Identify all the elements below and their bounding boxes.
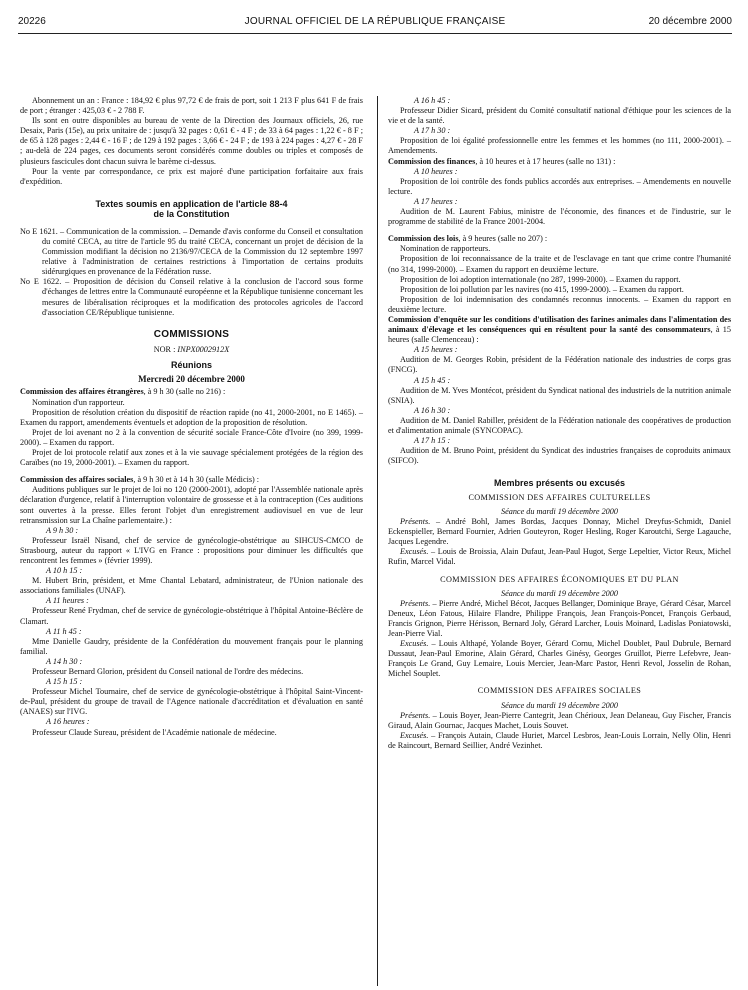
excuses-list: – Louis Althapé, Yolande Boyer, Gérard Cornu, Michel Doublet, Paul Dubrule, Bernard Dussaut, Jean-Paul Emorine, Alain Gérard, Charles Ginésy, Georges Gruillot, Pierre Lefebvre, Jean-François Le Grand, Guy Lemaire, Louis Mercier, Jean-Marc Pastor, Henri Revol, Josselin de Rohan, Michel Souplet. [388,639,731,679]
excuses-line [388,639,731,679]
subscription-mail: Pour la vente par correspondance, ce prix est majoré d'une participation forfaitaire aux frais d'expédition. [20,166,363,186]
schedule-entry: Professeur Didier Sicard, président du Comité consultatif national d'éthique pour les sciences de la vie et de la santé. [388,106,731,126]
column-divider [377,96,378,986]
presents-line [388,517,731,547]
schedule-entry: Professeur Bernard Glorion, président du Conseil national de l'ordre des médecins. [32,667,304,676]
schedule-time: A 15 h 15 : [46,677,83,687]
schedule-entry: Audition de M. Laurent Fabius, ministre de l'économie, des finances et de l'industrie, sur le programme de stabilité de la France 2001-2004. [388,207,731,227]
enquete-heading [388,315,731,345]
seance-date: Séance du mardi 19 décembre 2000 [501,506,618,516]
schedule-time: A 17 heures : [414,196,458,206]
day-heading: Mercredi 20 décembre 2000 [138,374,245,385]
sociales-time: , à 9 h 30 et à 14 h 30 (salle Médicis) : [133,475,260,485]
agenda-item: Proposition de loi indemnisation des condamnés reconnus innocents. – Examen du rapport en deuxième lecture. [388,294,731,314]
subscription-sale: Ils sont en outre disponibles au bureau de vente de la Direction des Journaux officiels, 26, rue Desaix, Paris (15e), au prix unitaire de : jusqu'à 32 pages : 0,61 € - 4 F ; de 33 à 64 pages : 1,22 € - 8 F ; de 65 à 128 pages : 2,44 € - 16 F ; de 129 à 192 pages : 3,66 € - 24 F ; de 193 à 224 pages : 4,27 € - 28 F ; au-delà de 224 pages, ces documents seront considérés comme doubles ou triples et composés de plusieurs fascicules dont chacun suivra le barème ci-dessus. [20,116,363,166]
document-e1621: No E 1621. – Communication de la commission. – Demande d'avis conforme du Conseil et consultation du comité CECA, au titre de l'article 95 du traité CECA, concernant un projet de décision de la Commission modifiant la décision no 2136/97/CECA de la Commission du 12 septembre 1997 relative à l'administration de certaines restrictions à l'importation de certains produits sidérurgiques en provenance de la Fédération russe. [20,226,363,277]
nor-code: INPX0002912X [177,344,230,354]
agenda-item: Nomination de rapporteurs. [400,244,491,254]
schedule-time: A 10 h 15 : [46,566,83,576]
lois-time: , à 9 heures (salle no 207) : [458,234,548,244]
sociales-title: Commission des affaires sociales [20,475,134,485]
excuses-list: – Louis de Broissia, Alain Dufaut, Jean-Paul Hugot, Serge Lepeltier, Victor Reux, Michel Rufin, Marcel Vidal. [388,547,731,567]
lois-title: Commission des lois [388,234,459,244]
header-rule [18,33,732,34]
presents-list: – André Bohl, James Bordas, Jacques Donnay, Michel Dreyfus-Schmidt, Daniel Eckenspieller, Bernard Fournier, Adrien Gouteyron, Roger Hesling, Roger Karoutchi, Serge Lagauche, Jacques Legendre. [388,517,731,547]
schedule-time: A 17 h 30 : [414,126,451,136]
nor-line [20,345,363,355]
commissions-heading: COMMISSIONS [153,328,230,340]
excuses-label: Excusés. [400,639,429,649]
schedule-entry: Audition de M. Georges Robin, président de la Fédération nationale des industries de corps gras (FNCG). [388,355,731,375]
seance-date: Séance du mardi 19 décembre 2000 [501,700,618,710]
schedule-time: A 15 heures : [414,345,458,355]
agenda-item: Proposition de loi pollution par les navires (no 415, 1999-2000). – Examen du rapport. [400,284,684,294]
page-header [18,16,732,34]
schedule-entry: Mme Danielle Gaudry, présidente de la Confédération du mouvement français pour le planning familial. [20,636,363,656]
agenda-item: Projet de loi protocole relatif aux zones et à la vie sauvage spécialement protégées de la région des Caraïbes (no 19, 2000-2001). – Examen du rapport. [20,448,363,468]
agenda-item: Proposition de loi adoption internationale (no 287, 1999-2000). – Examen du rapport. [400,274,681,284]
schedule-time: A 9 h 30 : [46,525,79,535]
art88-heading-1: Textes soumis en application de l'article 88-4 [95,198,288,209]
journal-title: JOURNAL OFFICIEL DE LA RÉPUBLIQUE FRANÇAISE [244,16,506,27]
enquete-title: Commission d'enquête sur les conditions d'utilisation des farines animales dans l'alimentation des animaux d'élevage et les conséquences qui en résultent pour la santé des consommateurs [388,314,731,335]
presents-list: – Pierre André, Michel Bécot, Jacques Bellanger, Dominique Braye, Gérard César, Marcel Deneux, Léon Fatous, Hilaire Flandre, Philippe François, Jean François-Poncet, François Gerbaud, Francis Grignon, Pierre Hérisson, Bernard Joly, Gérard Larcher, Louis Moinard, Ladislas Poniatowski, Jean-Pierre Vial. [388,598,731,638]
nor-label: NOR : [153,344,178,354]
agenda-item: Proposition de loi reconnaissance de la traite et de l'esclavage en tant que crime contre l'humanité (no 314, 1999-2000). – Examen du rapport en deuxième lecture. [388,254,731,274]
schedule-time: A 16 heures : [46,717,90,727]
schedule-entry: Proposition de loi égalité professionnelle entre les femmes et les hommes (no 111, 2000-2001). – Amendements. [388,136,731,156]
schedule-time: A 17 h 15 : [414,436,451,446]
schedule-entry: Audition de M. Yves Montécot, président du Syndicat national des industriels de la nutrition animale (SNIA). [388,385,731,405]
excuses-line [388,731,731,751]
presents-label: Présents. [400,710,431,720]
etrangeres-heading [20,387,363,397]
etrangeres-time: , à 9 h 30 (salle no 216) : [143,387,226,397]
schedule-entry: Proposition de loi contrôle des fonds publics accordés aux entreprises. – Amendements en nouvelle lecture. [388,176,731,196]
schedule-time: A 10 heures : [414,166,458,176]
membres-heading: Membres présents ou excusés [493,478,626,489]
schedule-time: A 16 h 45 : [414,96,451,105]
enquete-time: , à 15 heures (salle Clemenceau) : [388,325,731,345]
excuses-line [388,547,731,567]
presents-list: – Louis Boyer, Jean-Pierre Cantegrit, Jean Chérioux, Jean Delaneau, Guy Fischer, Francis Giraud, Alain Gournac, Jacques Machet, Louis Souvet. [388,710,731,730]
schedule-entry: Professeur Michel Tournaire, chef de service de gynécologie-obstétrique à l'hôpital Saint-Vincent-de-Paul, président du groupe de travail de l'Agence nationale d'accréditation et d'évaluation en santé (ANAES) sur l'IVG. [20,687,363,717]
schedule-entry: Audition de M. Daniel Rabiller, président de la Fédération nationale des coopératives de production et d'alimentation animale (SYNCOPAC). [388,415,731,435]
agenda-item: Nomination d'un rapporteur. [32,397,125,407]
agenda-item: Projet de loi avenant no 2 à la convention de sécurité sociale France-Côte d'Ivoire (no 399, 1999-2000). – Examen du rapport. [20,427,363,447]
schedule-time: A 11 h 45 : [46,626,82,636]
issue-date: 20 décembre 2000 [648,16,732,27]
commission-title: COMMISSION DES AFFAIRES CULTURELLES [468,492,651,502]
subscription-price: Abonnement un an : France : 184,92 € plus 97,72 € de frais de port, soit 1 213 F plus 641 F de frais de port ; étranger : 425,03 € - 2 788 F. [20,96,363,116]
presents-line [388,711,731,731]
commission-title: COMMISSION DES AFFAIRES ÉCONOMIQUES ET DU PLAN [440,574,679,584]
finances-time: , à 10 heures et à 17 heures (salle no 131) : [475,156,616,166]
commission-title: COMMISSION DES AFFAIRES SOCIALES [477,686,642,696]
document-e1622: No E 1622. – Proposition de décision du Conseil relative à la conclusion de l'accord sous forme d'échanges de lettres entre la Communauté européenne et la République tunisienne concernant les mesures de libéralisation réciproques et la modification des protocoles agricoles de l'accord d'association CE/République tunisienne. [20,277,363,317]
schedule-entry: Professeur Claude Sureau, président de l'Académie nationale de médecine. [32,727,277,737]
page-number: 20226 [18,16,46,27]
schedule-time: A 16 h 30 : [414,405,451,415]
lois-heading [388,234,731,244]
sociales-intro: Auditions publiques sur le projet de loi no 120 (2000-2001), adopté par l'Assemblée nationale après déclaration d'urgence, relatif à l'interruption volontaire de grossesse et à la contraception (Ces auditions sont ouvertes à la presse. Elles feront l'objet d'un enregistrement audiovisuel en vue de leur retransmission sur La Chaîne parlementaire.) : [20,485,363,525]
schedule-entry: Audition de M. Bruno Point, président du Syndicat des industries françaises de coproduits animaux (SIFCO). [388,446,731,466]
schedule-entry: M. Hubert Brin, président, et Mme Chantal Lebatard, administrateur, de l'Union nationale des associations familiales (UNAF). [20,576,363,596]
schedule-entry: Professeur Israël Nisand, chef de service de gynécologie-obstétrique au SIHCUS-CMCO de Strasbourg, auteur du rapport « L'IVG en France : propositions pour diminuer les difficultés que rencontrent les femmes » (février 1999). [20,535,363,565]
seance-date: Séance du mardi 19 décembre 2000 [501,588,618,598]
schedule-entry: Professeur René Frydman, chef de service de gynécologie-obstétrique à l'hôpital Antoine-Béclère de Clamart. [20,606,363,626]
schedule-time: A 11 heures : [46,596,89,606]
presents-label: Présents. [400,517,431,527]
presents-label: Présents. [400,598,431,608]
sociales-heading [20,475,363,485]
etrangeres-title: Commission des affaires étrangères [20,387,144,397]
reunions-heading: Réunions [170,359,212,370]
left-column [20,96,363,738]
art88-heading-2: de la Constitution [153,209,230,220]
finances-heading [388,157,731,167]
excuses-label: Excusés. [400,547,429,557]
excuses-list: – François Autain, Claude Huriet, Marcel Lesbros, Jean-Louis Lorrain, Nelly Olin, Henri de Raincourt, Bernard Seillier, André Vezinhet. [388,730,731,750]
agenda-item: Proposition de résolution création du dispositif de réaction rapide (no 41, 2000-2001, no E 1465). – Examen du rapport, amendements éventuels et adoption de la proposition de résolution. [20,407,363,427]
presents-line [388,599,731,639]
schedule-time: A 15 h 45 : [414,375,451,385]
schedule-time: A 14 h 30 : [46,656,83,666]
excuses-label: Excusés. [400,730,429,740]
right-column [388,96,731,751]
finances-title: Commission des finances [388,156,476,166]
